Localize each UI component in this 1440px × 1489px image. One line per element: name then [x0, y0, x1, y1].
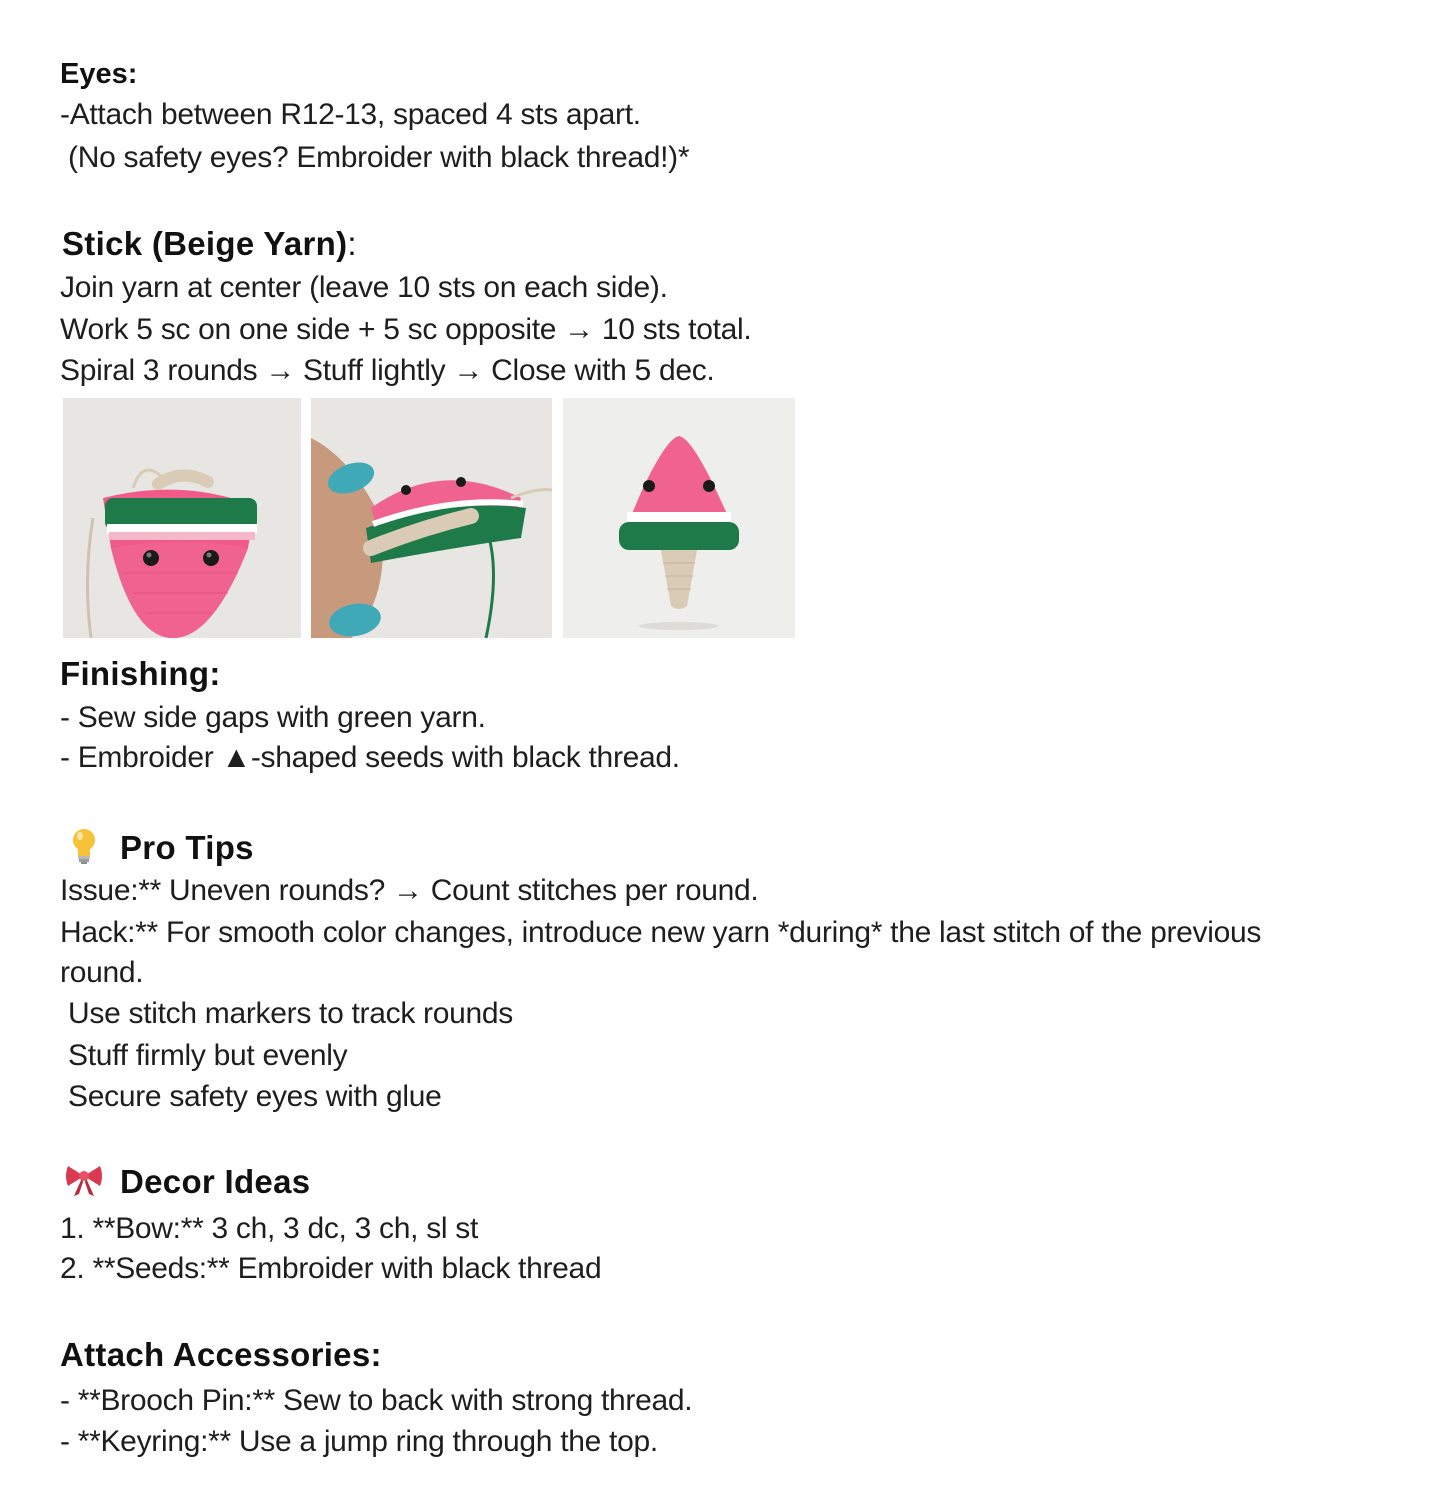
accessories-heading: Attach Accessories: [60, 1336, 382, 1373]
photo-strip [63, 398, 795, 638]
stick-line-2: Work 5 sc on one side + 5 sc opposite → 10 sts total. [60, 313, 752, 346]
pro-tips-line-1: Issue:** Uneven rounds? → Count stitches per round. [60, 874, 759, 907]
watermelon-slice-photo [63, 398, 301, 638]
pro-tips-line-2: Hack:** For smooth color changes, introduce new yarn *during* the last stitch of the previous [60, 916, 1262, 949]
watermelon-stick-attach-photo [311, 398, 552, 638]
accessories-line-1: - **Brooch Pin:** Sew to back with strong thread. [60, 1384, 693, 1417]
eyes-line-2: (No safety eyes? Embroider with black thread!)* [60, 141, 690, 174]
finishing-line-2: - Embroider ▲-shaped seeds with black thread. [60, 741, 680, 774]
pro-tips-line-3: round. [60, 956, 144, 989]
finishing-heading: Finishing: [60, 655, 221, 692]
stick-heading-colon: : [347, 225, 357, 262]
stick-heading-text: Stick (Beige Yarn) [62, 225, 348, 262]
pro-tips-heading-text: Pro Tips [120, 829, 254, 867]
pro-tips-line-5: Stuff firmly but evenly [60, 1039, 348, 1072]
decor-heading [64, 1162, 310, 1207]
stick-line-1: Join yarn at center (leave 10 sts on each side). [60, 271, 668, 304]
decor-line-2: 2. **Seeds:** Embroider with black thread [60, 1252, 602, 1285]
pro-tips-line-4: Use stitch markers to track rounds [60, 997, 513, 1030]
eyes-heading: Eyes: [60, 58, 138, 90]
ribbon-bow-icon [64, 1162, 104, 1207]
finishing-line-1: - Sew side gaps with green yarn. [60, 701, 486, 734]
watermelon-popsicle-photo [563, 398, 795, 638]
eyes-line-1: -Attach between R12-13, spaced 4 sts apart. [60, 98, 641, 131]
pro-tips-line-6: Secure safety eyes with glue [60, 1080, 442, 1113]
stick-heading [62, 224, 357, 264]
pro-tips-heading [66, 826, 254, 875]
decor-heading-text: Decor Ideas [120, 1163, 311, 1201]
lightbulb-icon [66, 826, 102, 875]
decor-line-1: 1. **Bow:** 3 ch, 3 dc, 3 ch, sl st [60, 1212, 479, 1245]
stick-line-3: Spiral 3 rounds → Stuff lightly → Close with 5 dec. [60, 354, 715, 387]
accessories-line-2: - **Keyring:** Use a jump ring through the top. [60, 1425, 658, 1458]
